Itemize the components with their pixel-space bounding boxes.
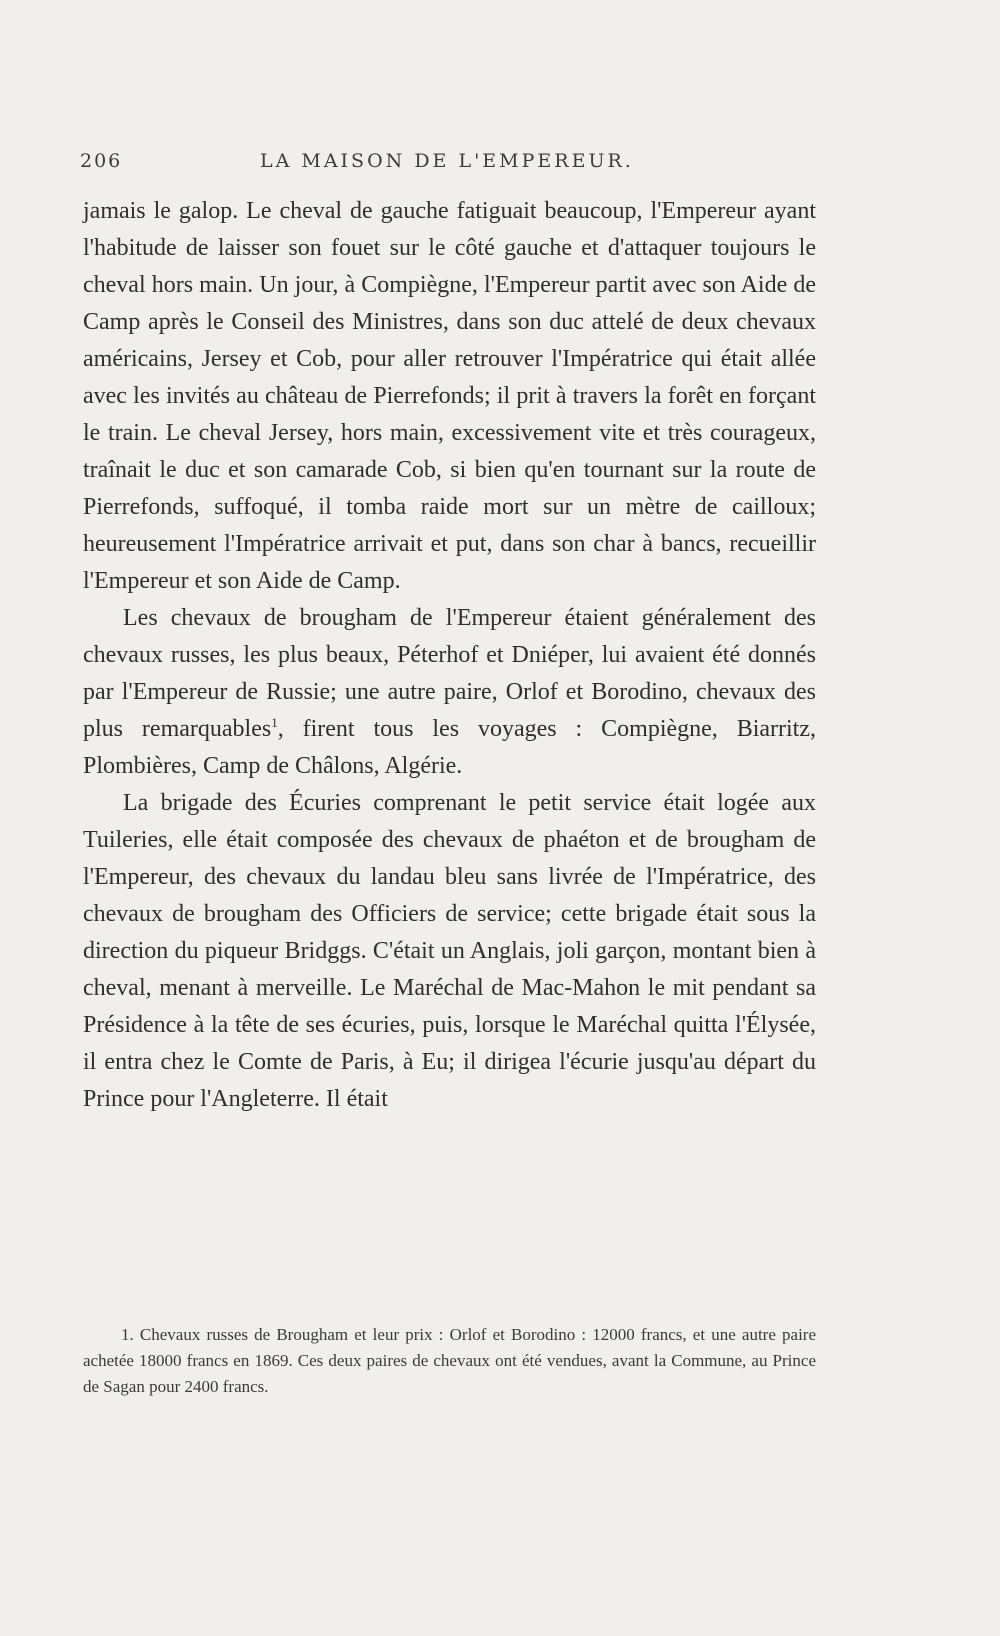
paragraph-2 [83,600,816,785]
footnote [83,1322,816,1400]
paragraph-1: jamais le galop. Le cheval de gauche fatiguait beaucoup, l'Empereur ayant l'habitude de laisser son fouet sur le côté gauche et d'attaquer toujours le cheval hors main. Un jour, à Compiègne, l'Empereur partit avec son Aide de Camp après le Conseil des Ministres, dans son duc attelé de deux chevaux américains, Jersey et Cob, pour aller retrouver l'Impératrice qui était allée avec les invités au château de Pierrefonds; il prit à travers la forêt en forçant le train. Le cheval Jersey, hors main, excessivement vite et très courageux, traînait le duc et son camarade Cob, si bien qu'en tournant sur la route de Pierrefonds, suffoqué, il tomba raide mort sur un mètre de cailloux; heureusement l'Impératrice arrivait et put, dans son char à bancs, recueillir l'Empereur et son Aide de Camp. [83,198,816,594]
running-title: LA MAISON DE L'EMPEREUR. [260,150,634,172]
paragraph-2-part-1: Les chevaux de brougham de l'Empereur étaient généralement des chevaux russes, les plus beaux, Péterhof et Dniéper, lui avaient été donnés par l'Empereur de Russie; une autre paire, Orlof et Borodino, chevaux des plus remarquables [83,605,816,742]
paragraph-2-part-2: , firent tous les voyages : Compiègne, Biarritz, Plombières, Camp de Châlons, Algérie. [83,716,817,779]
paragraph-3: La brigade des Écuries comprenant le petit service était logée aux Tuileries, elle était composée des chevaux de phaéton et de brougham de l'Empereur, des chevaux du landau bleu sans livrée de l'Impératrice, des chevaux de brougham des Officiers de service; cette brigade était sous la direction du piqueur Bridggs. C'était un Anglais, joli garçon, montant bien à cheval, menant à merveille. Le Maréchal de Mac-Mahon le mit pendant sa Présidence à la tête de ses écuries, puis, lorsque le Maréchal quitta l'Élysée, il entra chez le Comte de Paris, à Eu; il dirigea l'écurie jusqu'au départ du Prince pour l'Angleterre. Il était [83,790,816,1112]
page-header [80,150,640,180]
footnote-text: 1. Chevaux russes de Brougham et leur prix : Orlof et Borodino : 12000 francs, et une autre paire achetée 18000 francs en 1869. Ces deux paires de chevaux ont été vendues, avant la Commune, au Prince de Sagan pour 2400 francs. [83,1325,816,1396]
body-text [83,193,816,1118]
footnote-reference[interactable]: 1 [271,715,278,730]
page-number: 206 [80,150,123,172]
